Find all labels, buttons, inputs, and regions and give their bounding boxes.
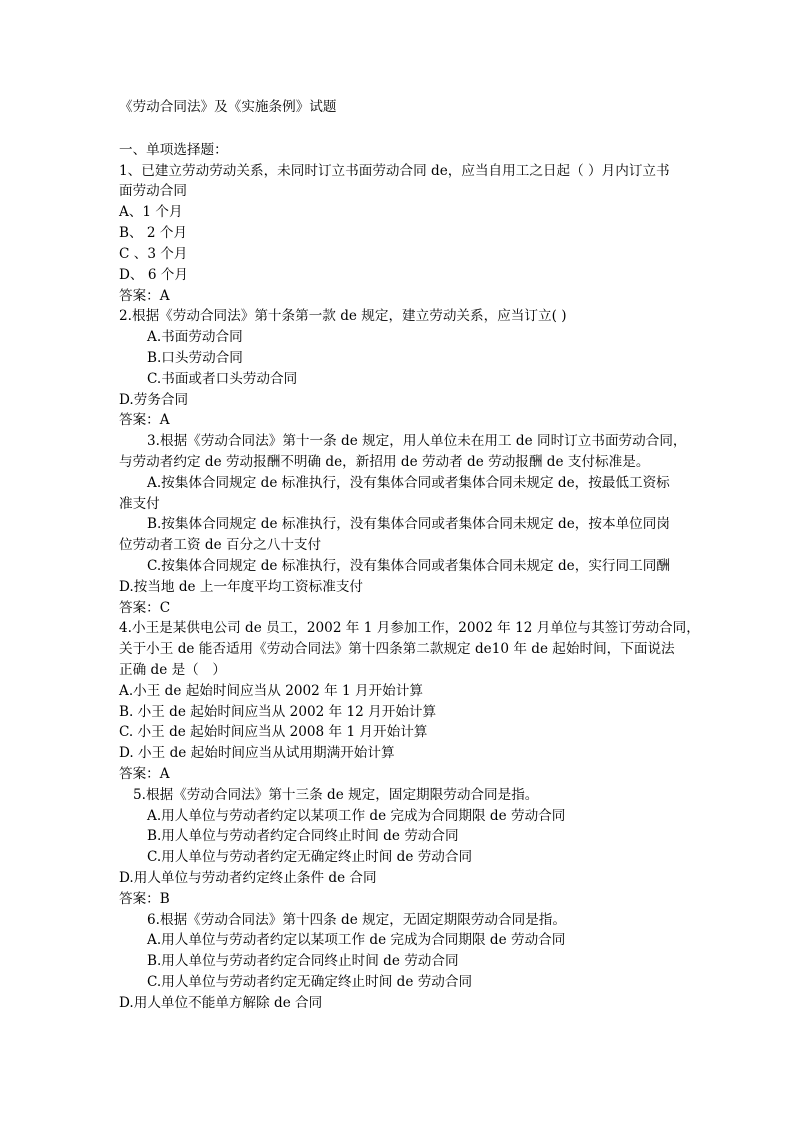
question-2-answer: 答案：A <box>119 412 170 428</box>
question-4-option-c: C. 小王 de 起始时间应当从 2008 年 1 月开始计算 <box>119 724 428 740</box>
question-2-option-b: B.口头劳动合同 <box>147 350 243 366</box>
question-3-option-c: C.按集体合同规定 de 标准执行，没有集体合同或者集体合同未规定 de，实行同工同酬 <box>147 558 670 574</box>
question-2-option-d: D.劳务合同 <box>119 392 189 408</box>
question-5-line-1: 5.根据《劳动合同法》第十三条 de 规定，固定期限劳动合同是指。 <box>133 787 539 803</box>
question-4-option-a: A.小王 de 起始时间应当从 2002 年 1 月开始计算 <box>119 683 423 699</box>
question-4-option-d: D. 小王 de 起始时间应当从试用期满开始计算 <box>119 745 395 761</box>
question-6-option-a: A.用人单位与劳动者约定以某项工作 de 完成为合同期限 de 劳动合同 <box>147 932 566 948</box>
question-6-line-1: 6.根据《劳动合同法》第十四条 de 规定，无固定期限劳动合同是指。 <box>147 912 566 928</box>
question-2-option-a: A.书面劳动合同 <box>147 329 243 345</box>
question-4-answer: 答案：A <box>119 766 170 782</box>
question-6-option-d: D.用人单位不能单方解除 de 合同 <box>119 995 323 1011</box>
question-5-answer: 答案：B <box>119 891 170 907</box>
question-4-line-1: 4.小王是某供电公司 de 员工，2002 年 1 月参加工作，2002 年 12 月单位与其签订劳动合同， <box>119 620 700 636</box>
question-3-option-a-line-1: A.按集体合同规定 de 标准执行，没有集体合同或者集体合同未规定 de，按最低工资标 <box>147 475 670 491</box>
question-3-answer: 答案：C <box>119 600 171 616</box>
question-2-line-1: 2.根据《劳动合同法》第十条第一款 de 规定，建立劳动关系，应当订立( ) <box>119 308 567 324</box>
question-5-option-b: B.用人单位与劳动者约定合同终止时间 de 劳动合同 <box>147 828 459 844</box>
question-3-option-a-line-2: 准支付 <box>119 496 160 512</box>
question-4-line-3: 正确 de 是（ ） <box>119 662 226 678</box>
question-1-option-d: D、 6 个月 <box>119 267 188 283</box>
question-3-option-d: D.按当地 de 上一年度平均工资标准支付 <box>119 579 364 595</box>
question-3-line-1: 3.根据《劳动合同法》第十一条 de 规定，用人单位未在用工 de 同时订立书面劳动合同， <box>147 433 687 449</box>
question-6-option-c: C.用人单位与劳动者约定无确定终止时间 de 劳动合同 <box>147 974 473 990</box>
question-5-option-a: A.用人单位与劳动者约定以某项工作 de 完成为合同期限 de 劳动合同 <box>147 808 566 824</box>
question-3-option-b-line-1: B.按集体合同规定 de 标准执行，没有集体合同或者集体合同未规定 de，按本单位同岗 <box>147 516 670 532</box>
question-3-line-2: 与劳动者约定 de 劳动报酬不明确 de，新招用 de 劳动者 de 劳动报酬 de 支付标准是。 <box>119 454 650 470</box>
section-heading: 一、单项选择题： <box>119 142 228 158</box>
question-5-option-d: D.用人单位与劳动者约定终止条件 de 合同 <box>119 870 377 886</box>
question-5-option-c: C.用人单位与劳动者约定无确定终止时间 de 劳动合同 <box>147 849 473 865</box>
document-title: 《劳动合同法》及《实施条例》试题 <box>119 99 337 115</box>
question-3-option-b-line-2: 位劳动者工资 de 百分之八十支付 <box>119 537 322 553</box>
question-6-option-b: B.用人单位与劳动者约定合同终止时间 de 劳动合同 <box>147 953 459 969</box>
question-1-answer: 答案：A <box>119 288 170 304</box>
question-1-line-2: 面劳动合同 <box>119 183 187 199</box>
question-1-option-b: B、 2 个月 <box>119 225 188 241</box>
question-4-line-2: 关于小王 de 能否适用《劳动合同法》第十四条第二款规定 de10 年 de 起始时间，下面说法 <box>119 641 675 657</box>
question-4-option-b: B. 小王 de 起始时间应当从 2002 年 12 月开始计算 <box>119 704 437 720</box>
question-1-option-a: A、1 个月 <box>119 204 183 220</box>
question-2-option-c: C.书面或者口头劳动合同 <box>147 371 298 387</box>
question-1-line-1: 1、已建立劳动劳动关系，未同时订立书面劳动合同 de，应当自用工之日起（ ）月内订立书 <box>119 163 670 179</box>
question-1-option-c: C 、3 个月 <box>119 246 188 262</box>
